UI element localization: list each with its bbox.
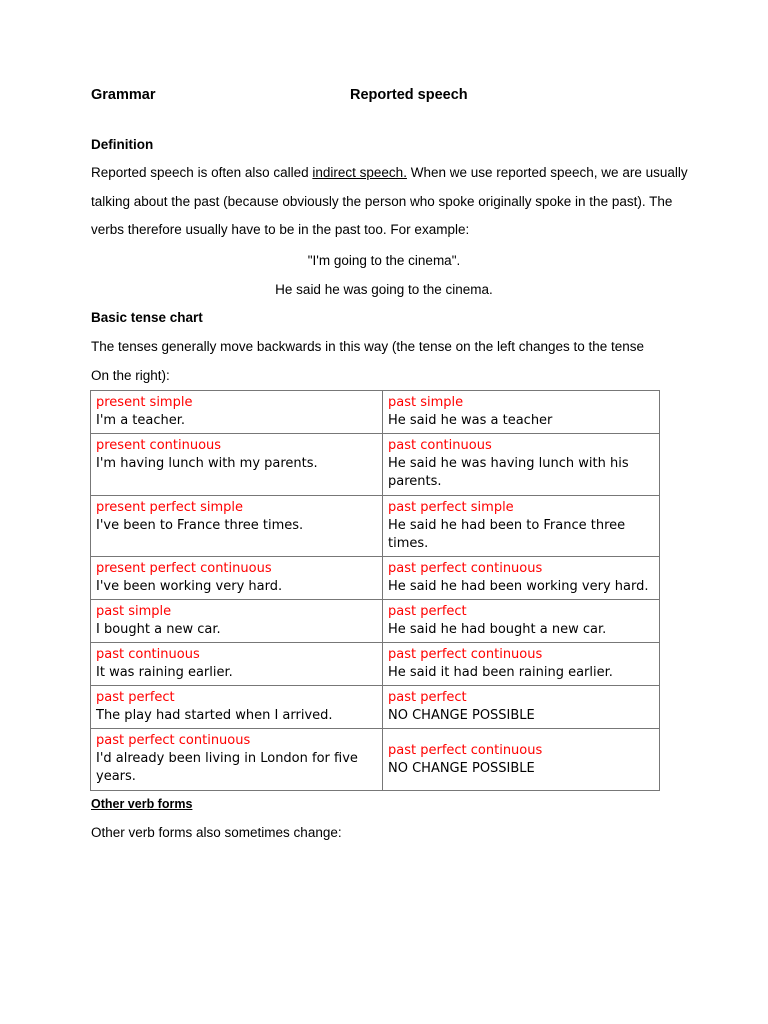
left-example-sentence: It was raining earlier. xyxy=(96,665,233,680)
right-example-sentence: He said he was having lunch with his parents. xyxy=(388,456,629,489)
left-tense-label: present perfect continuous xyxy=(96,561,272,576)
tense-chart-heading: Basic tense chart xyxy=(91,310,203,325)
tense-row xyxy=(91,557,660,600)
reported-speech-cell xyxy=(383,600,660,643)
left-example-sentence: I've been to France three times. xyxy=(96,518,304,533)
left-tense-label: present perfect simple xyxy=(96,500,244,515)
right-tense-label: past perfect continuous xyxy=(388,743,543,758)
tense-row xyxy=(91,600,660,643)
tense-chart-intro-line2: On the right): xyxy=(91,368,170,383)
left-example-sentence: I'm having lunch with my parents. xyxy=(96,456,318,471)
right-example-sentence: He said he had bought a new car. xyxy=(388,622,607,637)
tense-chart-intro-line1: The tenses generally move backwards in this way (the tense on the left changes to the tense xyxy=(91,339,645,354)
direct-speech-cell xyxy=(91,557,383,600)
right-tense-label: past perfect simple xyxy=(388,500,514,515)
left-tense-label: past continuous xyxy=(96,647,200,662)
right-tense-label: past continuous xyxy=(388,438,492,453)
right-tense-label: past simple xyxy=(388,395,464,410)
tense-row xyxy=(91,686,660,729)
example-reported-speech: He said he was going to the cinema. xyxy=(275,282,493,297)
right-tense-label: past perfect xyxy=(388,604,467,619)
example-direct-speech: "I'm going to the cinema". xyxy=(307,253,461,268)
definition-text-start: Reported speech is often also called xyxy=(91,165,313,180)
tense-row xyxy=(91,496,660,557)
direct-speech-cell xyxy=(91,600,383,643)
subject-title: Grammar xyxy=(91,87,156,103)
indirect-speech-term: indirect speech. xyxy=(312,165,407,180)
right-tense-label: past perfect xyxy=(388,690,467,705)
left-example-sentence: I'm a teacher. xyxy=(96,413,186,428)
reported-speech-cell xyxy=(383,434,660,496)
reported-speech-cell xyxy=(383,496,660,557)
right-tense-label: past perfect continuous xyxy=(388,561,543,576)
direct-speech-cell xyxy=(91,729,383,791)
left-tense-label: past simple xyxy=(96,604,172,619)
right-example-sentence: He said it had been raining earlier. xyxy=(388,665,613,680)
tense-row xyxy=(91,643,660,686)
left-example-sentence: I'd already been living in London for five years. xyxy=(96,751,358,784)
page-header xyxy=(91,87,651,109)
direct-speech-cell xyxy=(91,686,383,729)
left-tense-label: past perfect continuous xyxy=(96,733,251,748)
reported-speech-cell xyxy=(383,557,660,600)
left-tense-label: present simple xyxy=(96,395,193,410)
right-example-sentence: He said he was a teacher xyxy=(388,413,553,428)
reported-speech-cell xyxy=(383,643,660,686)
left-example-sentence: I've been working very hard. xyxy=(96,579,283,594)
other-verb-forms-heading: Other verb forms xyxy=(91,797,193,811)
tense-row xyxy=(91,729,660,791)
left-example-sentence: The play had started when I arrived. xyxy=(96,708,333,723)
direct-speech-cell xyxy=(91,496,383,557)
definition-paragraph xyxy=(91,159,691,245)
reported-speech-cell xyxy=(383,391,660,434)
definition-heading: Definition xyxy=(91,137,154,152)
tense-table xyxy=(90,390,660,791)
tense-row xyxy=(91,434,660,496)
right-example-sentence: NO CHANGE POSSIBLE xyxy=(388,761,535,776)
right-example-sentence: He said he had been working very hard. xyxy=(388,579,649,594)
left-tense-label: present continuous xyxy=(96,438,222,453)
direct-speech-cell xyxy=(91,391,383,434)
right-example-sentence: NO CHANGE POSSIBLE xyxy=(388,708,535,723)
page-title: Reported speech xyxy=(350,87,468,103)
right-tense-label: past perfect continuous xyxy=(388,647,543,662)
definition-text-end: When we use reported speech, we are usually talking about the past (because obviously the person who spoke originally spoke in the past). The verbs therefore usually have to be in the past too. For example: xyxy=(91,165,688,237)
left-tense-label: past perfect xyxy=(96,690,175,705)
right-example-sentence: He said he had been to France three times. xyxy=(388,518,626,551)
tense-row xyxy=(91,391,660,434)
reported-speech-cell xyxy=(383,686,660,729)
direct-speech-cell xyxy=(91,434,383,496)
reported-speech-cell xyxy=(383,729,660,791)
direct-speech-cell xyxy=(91,643,383,686)
left-example-sentence: I bought a new car. xyxy=(96,622,221,637)
other-verb-forms-text: Other verb forms also sometimes change: xyxy=(91,825,342,840)
